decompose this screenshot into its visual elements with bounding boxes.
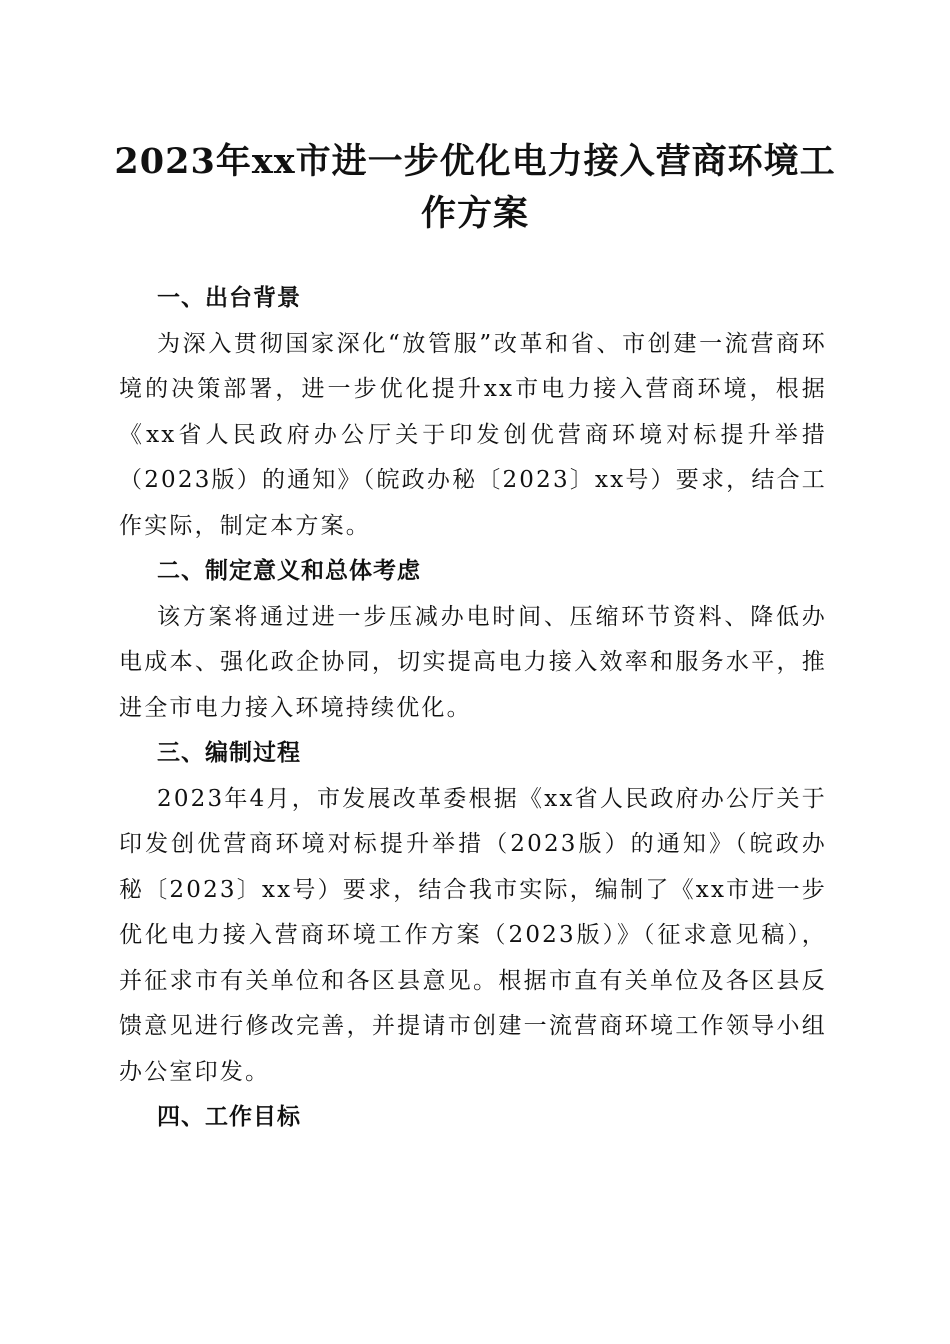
section-heading-process: 三、编制过程 [157, 740, 301, 766]
section-heading-significance: 二、制定意义和总体考虑 [157, 558, 421, 584]
document-body [119, 276, 827, 1141]
section-text-process: 2023年4月，市发展改革委根据《xx省人民政府办公厅关于印发创优营商环境对标提升举措（2023版）的通知》（皖政办秘〔2023〕xx号）要求，结合我市实际，编制了《xx市进一步优化电力接入营商环境工作方案（2023版）》（征求意见稿），并征求市有关单位和各区县意见。根据市直有关单位及各区县反馈意见进行修改完善，并提请市创建一流营商环境工作领导小组办公室印发。 [119, 785, 827, 1085]
section-heading-background: 一、出台背景 [157, 285, 301, 311]
section-text-background: 为深入贯彻国家深化“放管服”改革和省、市创建一流营商环境的决策部署，进一步优化提升xx市电力接入营商环境，根据《xx省人民政府办公厅关于印发创优营商环境对标提升举措（2023版）的通知》（皖政办秘〔2023〕xx号）要求，结合工作实际，制定本方案。 [119, 330, 827, 539]
section-heading-goals: 四、工作目标 [157, 1104, 301, 1130]
section-text-significance: 该方案将通过进一步压减办电时间、压缩环节资料、降低办电成本、强化政企协同，切实提高电力接入效率和服务水平，推进全市电力接入环境持续优化。 [119, 603, 827, 721]
document-title: 2023年xx市进一步优化电力接入营商环境工作方案 [114, 141, 836, 234]
